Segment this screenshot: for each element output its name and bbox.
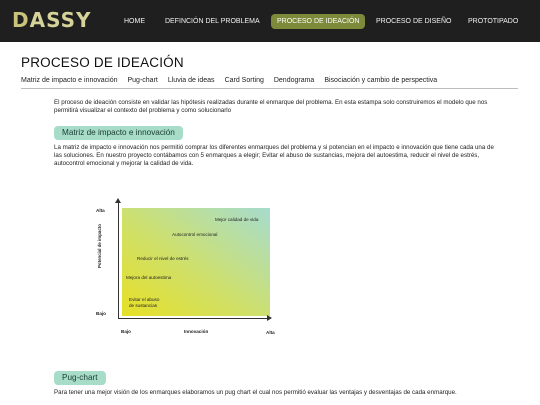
x-axis	[118, 318, 268, 319]
nav-proceso-diseno[interactable]: PROCESO DE DISEÑO	[376, 18, 452, 25]
subnav-divider	[21, 88, 518, 89]
logo[interactable]	[12, 8, 91, 32]
x-axis-high-label: Alta	[266, 330, 275, 335]
matrix-item-abuso-line2: de sustancias	[129, 303, 158, 308]
logo-letter: D	[12, 8, 30, 32]
matrix-item-autocontrol: Autocontrol emocional	[172, 232, 218, 237]
impact-innovation-matrix	[80, 200, 280, 345]
nav-definicion-problema[interactable]: DEFINCIÓN DEL PROBLEMA	[165, 18, 260, 25]
x-axis-title: Innovación	[184, 329, 209, 334]
subnav-card-sorting[interactable]: Card Sorting	[224, 77, 264, 84]
matrix-item-calidad-vida: Mejor calidad de vida	[215, 217, 259, 222]
logo-text: ASSY	[29, 8, 92, 32]
y-axis-title: Potencial de impacto	[97, 224, 102, 268]
subnav-bisociacion[interactable]: Bisociación y cambio de perspectiva	[324, 77, 438, 84]
matrix-section-heading: Matriz de impacto e innovación	[54, 126, 183, 140]
top-navbar	[0, 0, 540, 42]
matrix-item-abuso-line1: Evitar el abuso	[129, 297, 160, 302]
y-axis	[118, 200, 119, 318]
matrix-section-body: La matriz de impacto e innovación nos permitió comprar los diferentes enmarques del problema y si potencian en el impacto e innovación que tiene cada una de las soluciones. En nuestro proyecto contábamos con 5 enmarques a elegir; Evitar el abuso de sustancias, mejora del autoestima, reducir el nivel de estrés, autocontrol emocional y mejorar la calidad de vida.	[54, 144, 494, 168]
nav-home[interactable]: HOME	[124, 18, 145, 25]
y-axis-high-label: Alta	[96, 208, 105, 213]
nav-prototipado[interactable]: PROTOTIPADO	[468, 18, 519, 25]
matrix-item-estres: Reducir el nivel de estrés	[137, 256, 189, 261]
subnav-dendograma[interactable]: Dendograma	[273, 77, 315, 84]
x-axis-low-label: Bajo	[121, 329, 131, 334]
pug-section-heading: Pug-chart	[54, 371, 106, 385]
subnav-pug-chart[interactable]: Pug-chart	[127, 77, 158, 84]
subnav-matriz[interactable]: Matriz de impacto e innovación	[21, 77, 118, 84]
page-title: PROCESO DE IDEACIÓN	[21, 55, 184, 70]
pug-section-body: Para tener una mejor visión de los enmarques elaboramos un pug chart el cual nos permitió evaluar las ventajas y desventajas de cada enmarque.	[54, 389, 457, 396]
subnav-lluvia-ideas[interactable]: Lluvia de ideas	[167, 77, 215, 84]
intro-paragraph: El proceso de ideación consiste en validar las hipótesis realizadas durante el enmarque del problema. En esta estampa solo construiremos el modelo que nos permitirá visualizar el contexto del problema y como solucionarlo	[54, 99, 488, 115]
section-subnav	[21, 76, 437, 86]
nav-proceso-ideacion[interactable]: PROCESO DE IDEACIÓN	[271, 14, 365, 29]
matrix-item-autoestima: Mejora del autoestima	[126, 275, 172, 280]
y-axis-low-label: Bajo	[96, 311, 106, 316]
